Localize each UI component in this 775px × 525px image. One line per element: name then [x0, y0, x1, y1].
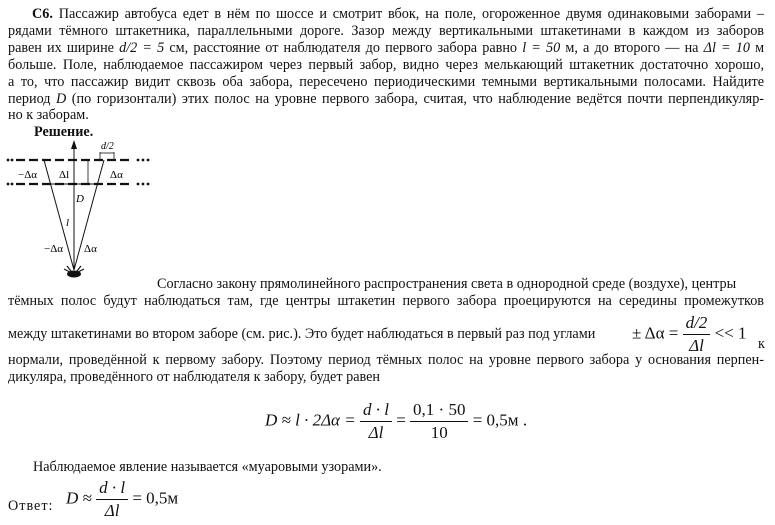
problem-line-4: больше. Поле, наблюдаемое пассажиром через первый забор, видно через мелькающий штакетник достаточно хорошо, — [8, 57, 764, 73]
formula-answer-fraction: $\frac{d \cdot l}{\Delta l}$ — [96, 478, 128, 521]
formula-period: D ≈ l · 2Δα = $\frac{d \cdot l}{\Delta l}$ = $\frac{0,1 \cdot 50}{10}$ = 0,5м . — [265, 400, 528, 442]
problem-line-3: равен их ширине d/2 = 5 см, расстояние от наблюдателя до первого забора равно l = 50 м, а до второго — на Δl = 10 м — [8, 40, 765, 56]
var-D: D — [56, 91, 67, 107]
formula-period-fraction-1: $\frac{d \cdot l}{\Delta l}$ — [360, 400, 392, 443]
solution-line-6: Наблюдаемое явление называется «муаровыми узорами». — [33, 459, 382, 475]
fig-label-d2: d/2 — [101, 141, 114, 152]
formula-angle-fraction: $\frac{d/2}{\Delta l}$ — [683, 313, 711, 356]
fence-diagram — [4, 138, 154, 288]
solution-line-4: нормали, проведённой к первому забору. Поэтому период тёмных полос на уровне первого забора у основания перпен- — [8, 352, 764, 368]
solution-line-2: тёмных полос будут наблюдаться там, где центры штакетин первого забора проецируются на середины промежутков — [8, 293, 764, 309]
problem-line-6: период D (по горизонтали) этих полос на уровне первого забора, считая, что наблюдение ведётся почти перпендикуляр- — [8, 91, 765, 107]
problem-line-5: а то, что пассажир видит сквозь оба забора, пересечено периодическими темными вертикальными полосами. Найдите — [8, 74, 764, 90]
fig-label-minus-dalpha-top: −Δα — [18, 169, 38, 181]
formula-period-fraction-2: $\frac{0,1 \cdot 50}{10}$ — [410, 400, 468, 443]
solution-line-5: дикуляра, проведённого от наблюдателя к забору, будет равен — [8, 369, 380, 385]
fig-label-dalpha-top: Δα — [110, 169, 123, 181]
var-l: l = 50 — [522, 40, 561, 56]
formula-answer: D ≈ $\frac{d \cdot l}{\Delta l}$ = 0,5м — [66, 478, 179, 520]
problem-line-2: рядами тёмного штакетника, параллельными дороге. Зазор между вертикальными штакетинами в каждом из заборов — [8, 23, 764, 39]
normal-arrowhead — [71, 140, 77, 149]
answer-label: Ответ: — [8, 498, 54, 514]
problem-line-1: С6. Пассажир автобуса едет в нём по шоссе и смотрит вбок, на поле, огороженное двумя одинаковыми заборами – — [32, 6, 764, 22]
var-delta-l: Δl = 10 — [703, 40, 750, 56]
var-d-half: d/2 = 5 — [119, 40, 165, 56]
problem-line-7: но к заборам. — [8, 107, 89, 123]
fig-label-D: D — [76, 193, 84, 205]
formula-angle: ± Δα = $\frac{d/2}{\Delta l}$ << 1 — [632, 313, 747, 355]
solution-heading: Решение. — [34, 124, 94, 140]
solution-line-1: Согласно закону прямолинейного распространения света в однородной среде (воздухе), центры — [157, 276, 737, 292]
fig-label-dalpha-bottom: Δα — [84, 243, 97, 255]
solution-line-3: между штакетинами во втором заборе (см. рис.). Это будет наблюдаться в первый раз под углами — [8, 326, 596, 342]
problem-label: С6. — [32, 6, 53, 22]
solution-line-3-tail: к — [758, 336, 765, 352]
fig-label-minus-dalpha-bottom: −Δα — [44, 243, 64, 255]
fig-label-l: l — [66, 217, 70, 229]
fig-label-dl: Δl — [59, 169, 70, 181]
